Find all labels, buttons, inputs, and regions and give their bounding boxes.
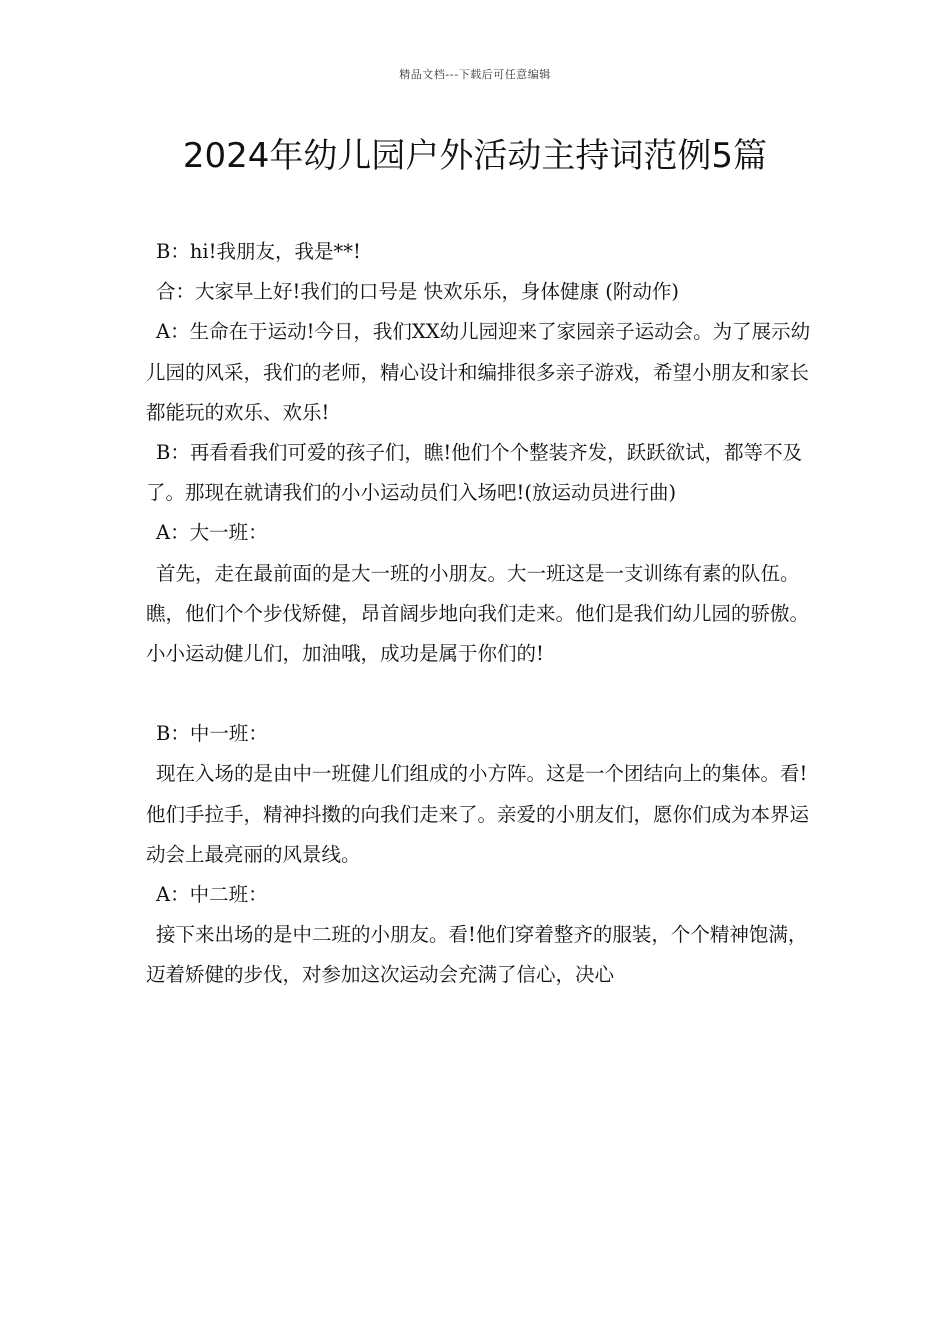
- paragraph-a-opening: A：生命在于运动!今日，我们XX幼儿园迎来了家园亲子运动会。为了展示幼儿园的风采，我们的老师，精心设计和编排很多亲子游戏，希望小朋友和家长都能玩的欢乐、欢乐!: [146, 320, 811, 424]
- paragraph-class-description: 现在入场的是由中一班健儿们组成的小方阵。这是一个团结向上的集体。看!他们手拉手，精神抖擞的向我们走来了。亲爱的小朋友们，愿你们成为本界运动会上最亮丽的风景线。: [146, 762, 810, 866]
- paragraph-intro-b: B：hi!我朋友，我是**!: [156, 240, 361, 263]
- paragraph-class-heading: A：中二班：: [156, 883, 268, 907]
- paragraph-class-heading: B：中一班：: [156, 722, 268, 746]
- document-body: [146, 232, 818, 996]
- paragraph-class-description: 接下来出场的是中二班的小朋友。看!他们穿着整齐的服装，个个精神饱满，迈着矫健的步伐，对参加这次运动会充满了信心，决心: [146, 923, 808, 987]
- paragraph-b-children: B：再看看我们可爱的孩子们，瞧!他们个个整装齐发，跃跃欲试，都等不及了。那现在就请我们的小小运动员们入场吧!(放运动员进行曲): [146, 441, 803, 505]
- paragraph-spacer: [146, 674, 818, 714]
- header-note: 精品文档---下载后可任意编辑: [399, 68, 551, 81]
- paragraph-class-description: 首先，走在最前面的是大一班的小朋友。大一班这是一支训练有素的队伍。瞧，他们个个步伐矫健，昂首阔步地向我们走来。他们是我们幼儿园的骄傲。小小运动健儿们，加油哦，成功是属于你们的!: [146, 561, 810, 666]
- paragraph-class-heading: A：大一班：: [156, 521, 268, 545]
- document-title: 2024年幼儿园户外活动主持词范例5篇: [182, 136, 768, 176]
- paragraph-together: 合：大家早上好!我们的口号是 快欢乐乐，身体健康 (附动作): [156, 280, 679, 304]
